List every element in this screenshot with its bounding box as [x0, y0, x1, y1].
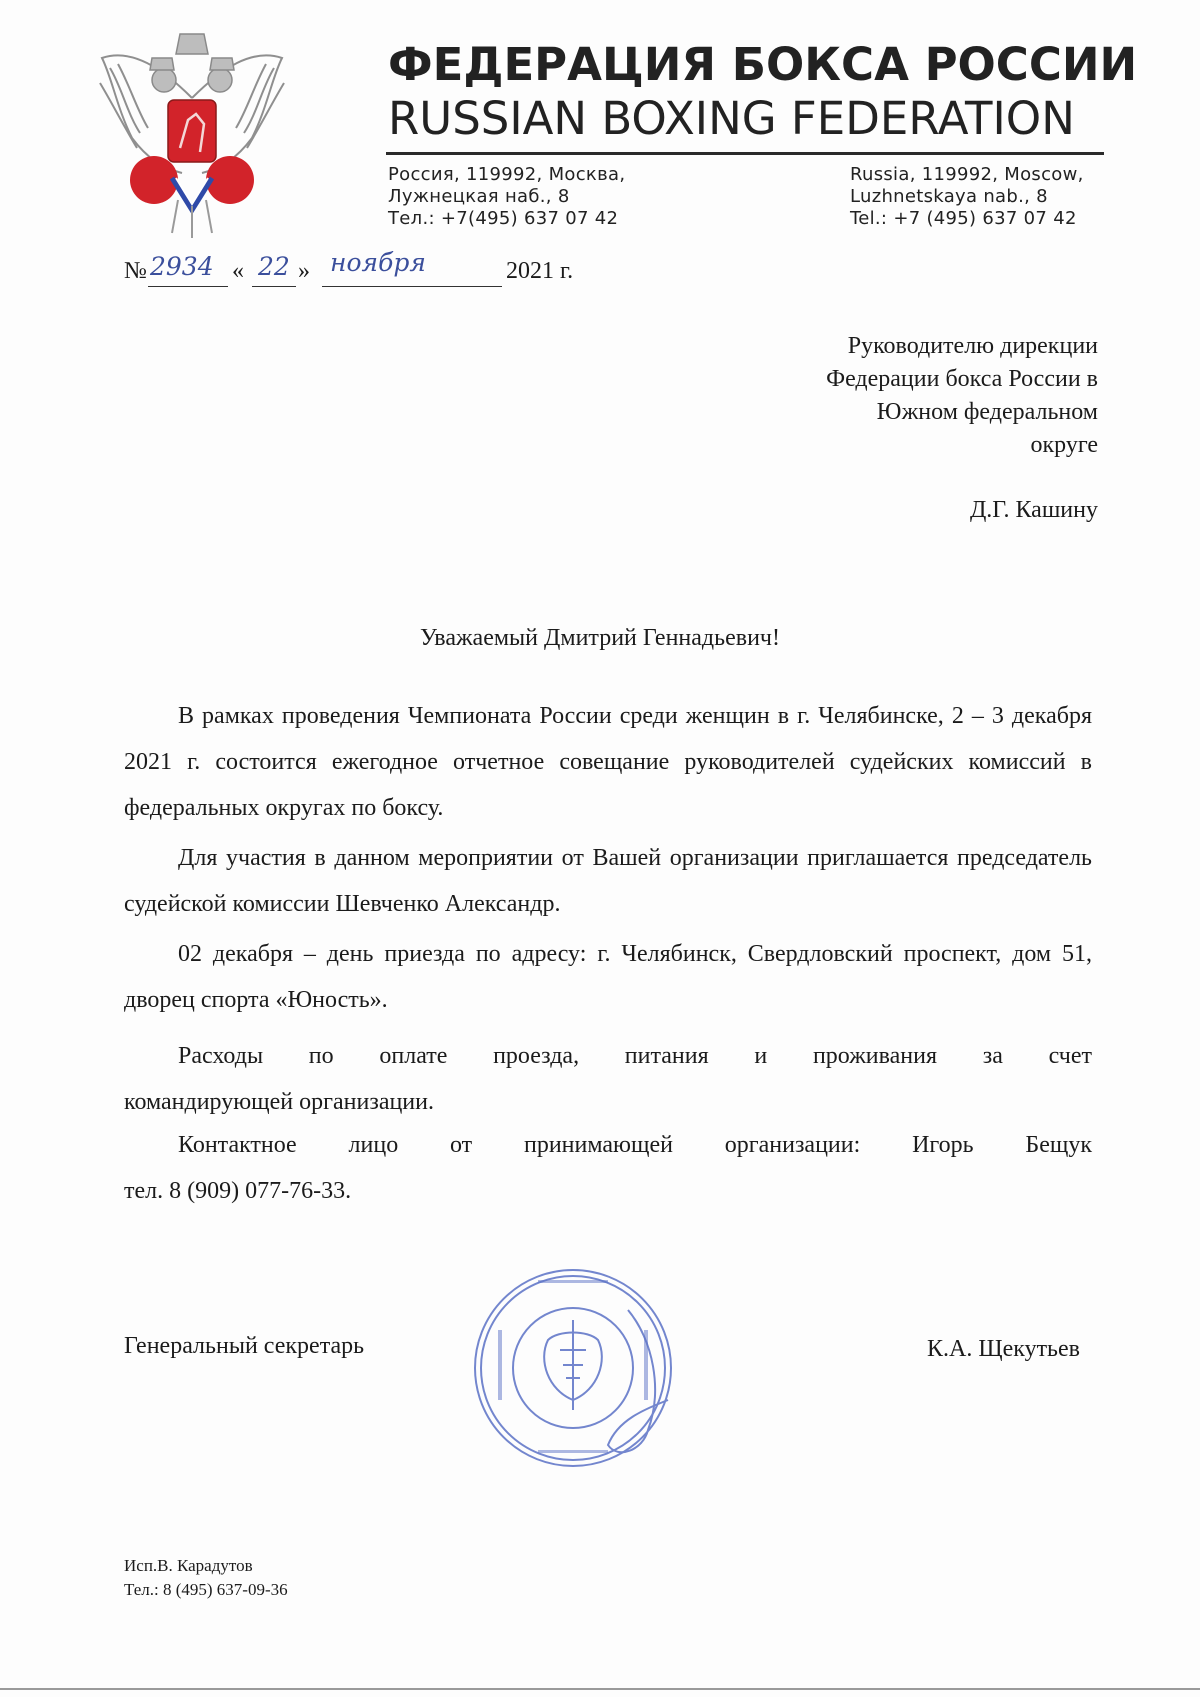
- year-text: 2021 г.: [506, 258, 574, 284]
- org-name-en: RUSSIAN BOXING FEDERATION: [388, 92, 1075, 145]
- address-ru-line: Россия, 119992, Москва,: [388, 164, 626, 185]
- handwritten-number: 2934: [150, 252, 214, 281]
- day-underline: [252, 286, 296, 287]
- federation-emblem-icon: [92, 28, 292, 240]
- addressee-line: округе: [1030, 432, 1098, 458]
- executor-phone: Тел.: 8 (495) 637-09-36: [124, 1580, 288, 1599]
- letter-body: [124, 693, 1092, 1027]
- quote-open: «: [232, 258, 244, 284]
- body-paragraph: 02 декабря – день приезда по адресу: г. Челябинск, Свердловский проспект, дом 51, дворец спорта «Юность».: [124, 941, 1092, 1013]
- body-paragraph-continuation: командирующей организации.: [124, 1089, 434, 1115]
- month-underline: [322, 286, 502, 287]
- org-name-ru: ФЕДЕРАЦИЯ БОКСА РОССИИ: [388, 38, 1138, 91]
- body-paragraph: Контактное лицо от принимающей организации: Игорь Бещук: [178, 1132, 1092, 1158]
- signatory-name: К.А. Щекутьев: [927, 1336, 1080, 1362]
- addressee-name: Д.Г. Кашину: [969, 497, 1098, 523]
- addressee-line: Южном федеральном: [876, 399, 1098, 425]
- body-paragraph: Расходы по оплате проезда, питания и проживания за счет: [178, 1043, 1092, 1069]
- letter-body-expenses: [124, 1033, 1092, 1125]
- address-en-line: Luzhnetskaya nab., 8: [850, 186, 1048, 207]
- quote-close: »: [298, 258, 310, 284]
- letter-body-contact: [124, 1122, 1092, 1214]
- addressee-line: Федерации бокса России в: [826, 366, 1098, 392]
- address-ru: [388, 164, 625, 230]
- address-ru-line: Тел.: +7(495) 637 07 42: [388, 208, 619, 229]
- official-stamp-icon: [468, 1250, 703, 1485]
- body-paragraph-continuation: тел. 8 (909) 077-76-33.: [124, 1178, 352, 1204]
- greeting: Уважаемый Дмитрий Геннадьевич!: [420, 625, 780, 651]
- handwritten-month: ноября: [330, 248, 426, 277]
- addressee-block: [678, 330, 1098, 462]
- number-prefix: №: [124, 258, 147, 284]
- handwritten-day: 22: [258, 252, 290, 281]
- address-en-line: Russia, 119992, Moscow,: [850, 164, 1084, 185]
- address-en-line: Tel.: +7 (495) 637 07 42: [850, 208, 1077, 229]
- page-edge-line: [0, 1688, 1200, 1690]
- address-en: [850, 164, 1084, 230]
- addressee-line: Руководителю дирекции: [847, 333, 1098, 359]
- letterhead-divider: [386, 152, 1104, 155]
- signatory-title: Генеральный секретарь: [124, 1333, 365, 1359]
- body-paragraph: Для участия в данном мероприятии от Вашей организации приглашается председатель судейской комиссии Шевченко Александр.: [124, 845, 1092, 917]
- executor-footer: [124, 1554, 288, 1602]
- address-ru-line: Лужнецкая наб., 8: [388, 186, 570, 207]
- executor-name: Исп.В. Карадутов: [124, 1556, 253, 1575]
- number-underline: [148, 286, 228, 287]
- body-paragraph: В рамках проведения Чемпионата России среди женщин в г. Челябинске, 2 – 3 декабря 2021 г. состоится ежегодное отчетное совещание руководителей судейских комиссий в федеральных округах по боксу.: [124, 703, 1092, 821]
